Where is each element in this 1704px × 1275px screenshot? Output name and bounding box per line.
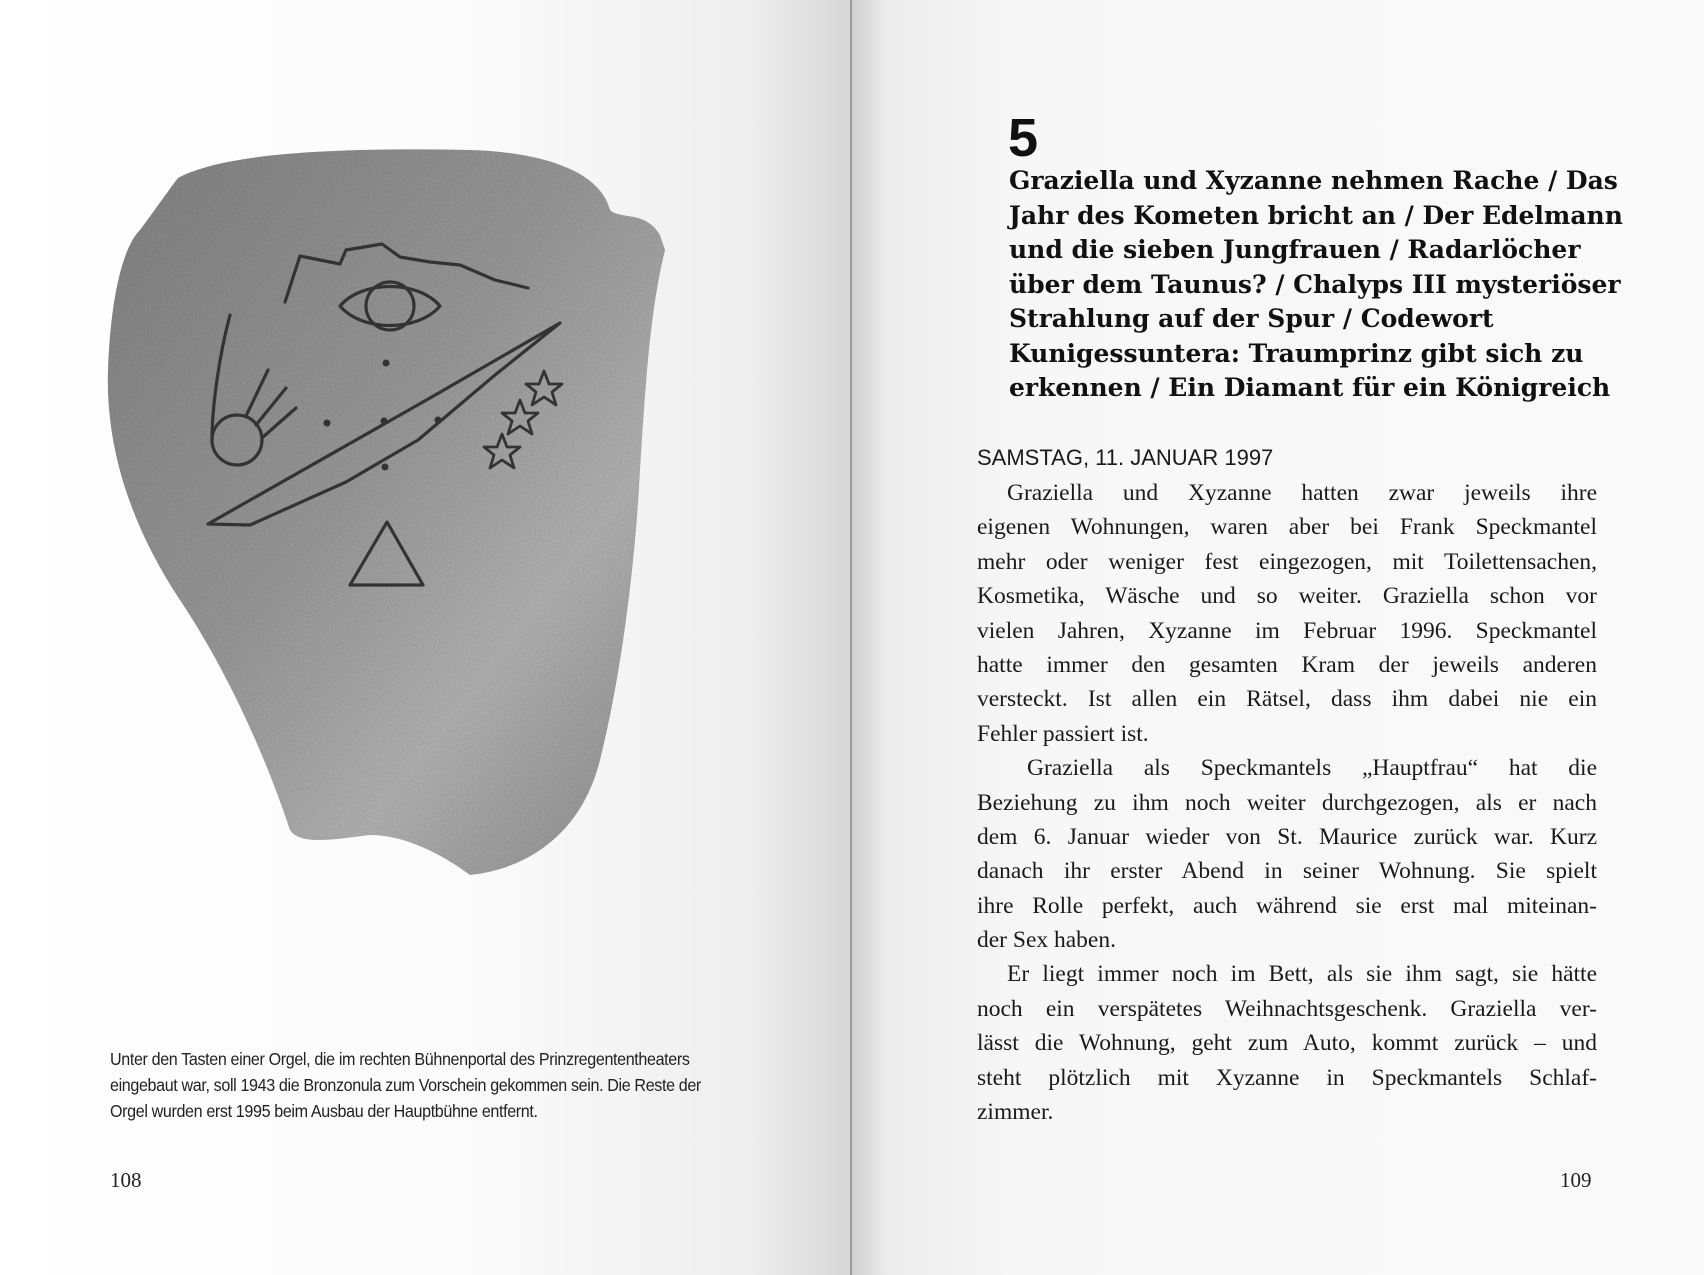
caption-line: eingebaut war, soll 1943 die Bronzonula zum Vorschein gekommen sein. Die Reste der [110,1075,701,1095]
text-line: steht plötzlich mit Xyzanne in Speckmantels Schlaf- [977,1064,1597,1091]
figure-caption [110,1046,701,1124]
page-number-left: 108 [110,1168,142,1192]
chapter-number: 5 [1008,108,1039,168]
text-line: vielen Jahren, Xyzanne im Februar 1996. Speckmantel [977,617,1597,644]
chapter-title-line: über dem Taunus? / Chalyps III mysteriöser [1009,269,1621,299]
chapter-title-line: Kunigessuntera: Traumprinz gibt sich zu [1009,338,1584,368]
text-line: der Sex haben. [977,927,1116,954]
text-line: zimmer. [977,1099,1054,1126]
chapter-title-line: Strahlung auf der Spur / Codewort [1009,304,1494,333]
text-line: Fehler passiert ist. [977,720,1149,747]
text-line: Kosmetika, Wäsche und so weiter. Graziella schon vor [977,583,1597,610]
text-line: ihre Rolle perfekt, auch während sie erst mal miteinan- [977,892,1597,919]
paragraph-2 [977,751,1597,957]
text-line: hatte immer den gesamten Kram der jeweils anderen [977,651,1597,678]
text-line: danach ihr erster Abend in seiner Wohnung. Sie spielt [977,858,1597,885]
chapter-title-line: Jahr des Kometen bricht an / Der Edelmann [1009,200,1623,230]
body-text [977,476,1597,1129]
text-line: dem 6. Januar wieder von St. Maurice zurück war. Kurz [977,823,1597,850]
section-date: SAMSTAG, 11. JANUAR 1997 [977,445,1274,470]
paragraph-3 [977,957,1597,1129]
text-line: Er liegt immer noch im Bett, als sie ihm sagt, sie hätte [1007,961,1597,988]
text-line: noch ein verspätetes Weihnachtsgeschenk. Graziella ver- [977,995,1597,1022]
tablet-shape [108,149,665,875]
caption-line: Unter den Tasten einer Orgel, die im rechten Bühnenportal des Prinzregententheaters [110,1049,690,1069]
chapter-title [1009,164,1629,406]
text-line: Beziehung zu ihm noch weiter durchgezogen, als er nach [977,789,1597,816]
caption-line: Orgel wurden erst 1995 beim Ausbau der Hauptbühne entfernt. [110,1101,538,1121]
paragraph-1 [977,476,1597,751]
page-number-right: 109 [1560,1168,1592,1192]
text-line: versteckt. Ist allen ein Rätsel, dass ihm dabei nie ein [977,686,1597,713]
text-line: lässt die Wohnung, geht zum Auto, kommt zurück – und [977,1030,1597,1057]
text-line: mehr oder weniger fest eingezogen, mit Toilettensachen, [977,548,1597,575]
chapter-title-line: Graziella und Xyzanne nehmen Rache / Das [1009,166,1618,195]
text-line: eigenen Wohnungen, waren aber bei Frank Speckmantel [977,514,1597,541]
text-line: Graziella als Speckmantels „Hauptfrau“ hat die [1027,755,1597,782]
chapter-title-line: und die sieben Jungfrauen / Radarlöcher [1009,235,1581,264]
chapter-title-line: erkennen / Ein Diamant für ein Königreich [1009,373,1611,402]
bronze-tablet-illustration [100,140,740,960]
text-line: Graziella und Xyzanne hatten zwar jeweils ihre [1007,480,1597,506]
